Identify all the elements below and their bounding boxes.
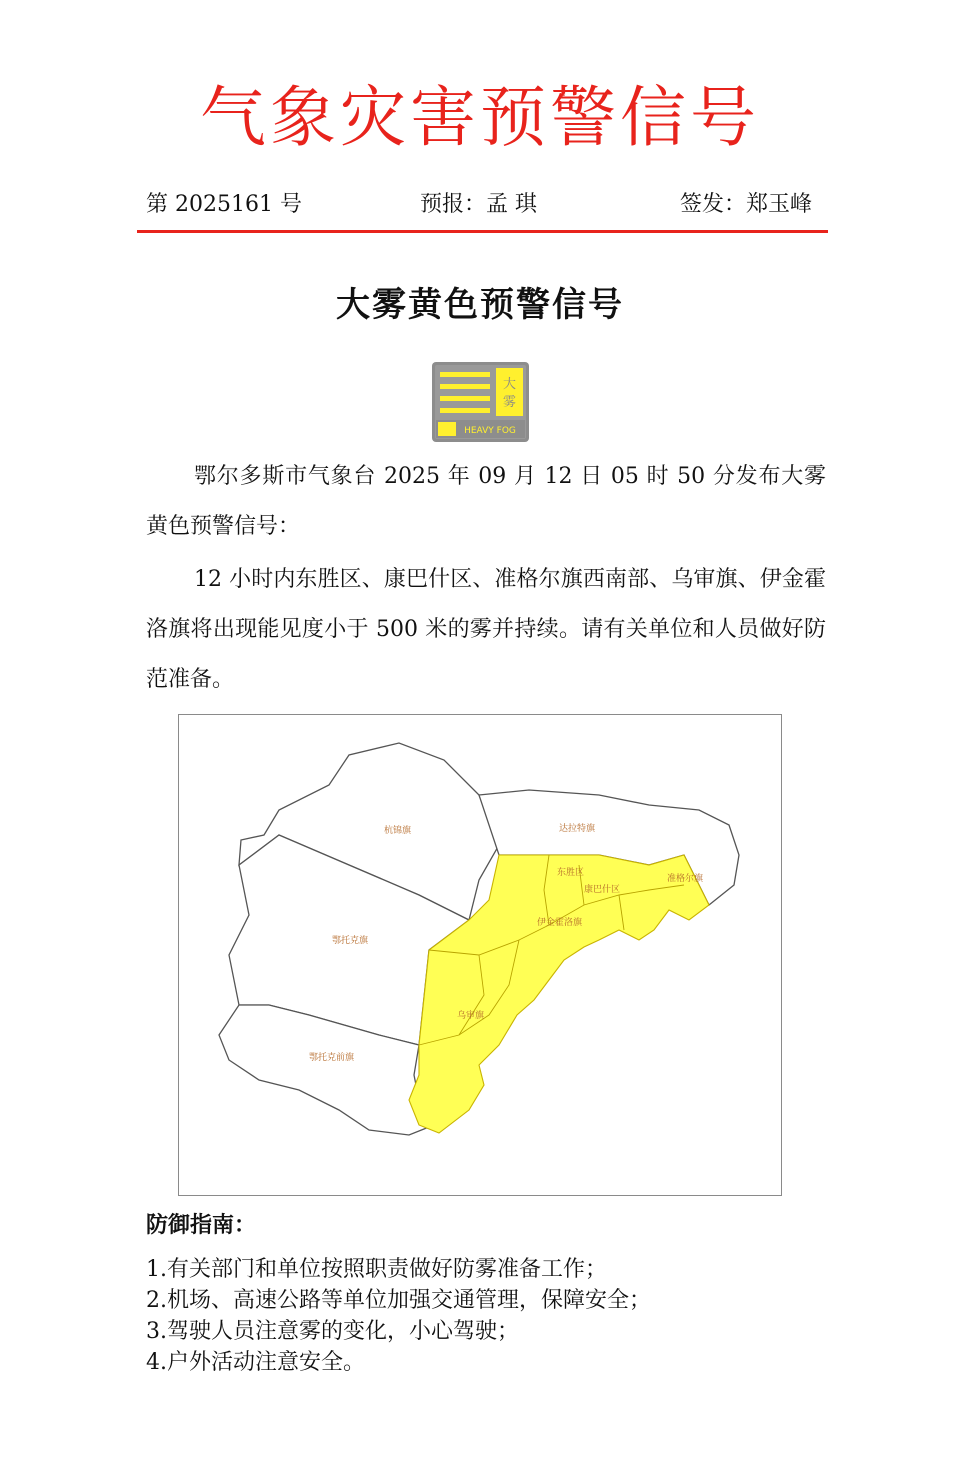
badge-cn-text-1: 大: [502, 377, 517, 392]
map-label-dongsheng: 东胜区: [557, 868, 585, 878]
forecaster-name: 孟 琪: [486, 192, 538, 217]
guide-item: 4.户外活动注意安全。: [146, 1350, 365, 1375]
map-label-dalate: 达拉特旗: [559, 824, 596, 834]
document-number: 第 2025161 号: [146, 192, 302, 217]
map-label-kangbashi: 康巴什区: [584, 885, 621, 895]
map-label-wushen: 乌审旗: [457, 1011, 485, 1021]
defense-guide-title: 防御指南：: [146, 1212, 257, 1238]
warning-title: 大雾黄色预警信号: [336, 285, 624, 325]
defense-guide-list: [146, 1254, 846, 1378]
badge-en-text: HEAVY FOG: [464, 426, 516, 436]
guide-item: 2.机场、高速公路等单位加强交通管理，保障安全；: [146, 1288, 651, 1313]
header-divider: [137, 230, 828, 233]
map-label-etuokeqian: 鄂托克前旗: [309, 1053, 355, 1063]
signer-name: 郑玉峰: [746, 192, 813, 217]
forecaster-line: [420, 190, 537, 220]
heavy-fog-yellow-warning-icon: [432, 362, 529, 442]
signer-key: 签发：: [680, 192, 747, 217]
forecast-paragraph: 12 小时内东胜区、康巴什区、准格尔旗西南部、乌审旗、伊金霍洛旗将出现能见度小于 500 米的雾并持续。请有关单位和人员做好防范准备。: [146, 567, 826, 692]
warning-area-map: [178, 714, 782, 1196]
issuance-paragraph: 鄂尔多斯市气象台 2025 年 09 月 12 日 05 时 50 分发布大雾黄色预警信号：: [146, 464, 826, 539]
badge-cn-text-2: 雾: [502, 395, 517, 410]
map-label-yijinhuoluo: 伊金霍洛旗: [537, 918, 583, 928]
signer-line: [680, 190, 812, 220]
map-label-zhungeer: 准格尔旗: [667, 874, 704, 884]
guide-item: 1.有关部门和单位按照职责做好防雾准备工作；: [146, 1257, 607, 1282]
map-label-etuoke: 鄂托克旗: [332, 936, 369, 946]
map-label-hangjin: 杭锦旗: [384, 826, 412, 836]
document-title: 气象灾害预警信号: [200, 79, 760, 156]
forecaster-key: 预报：: [420, 192, 487, 217]
guide-item: 3.驾驶人员注意雾的变化，小心驾驶；: [146, 1319, 519, 1344]
